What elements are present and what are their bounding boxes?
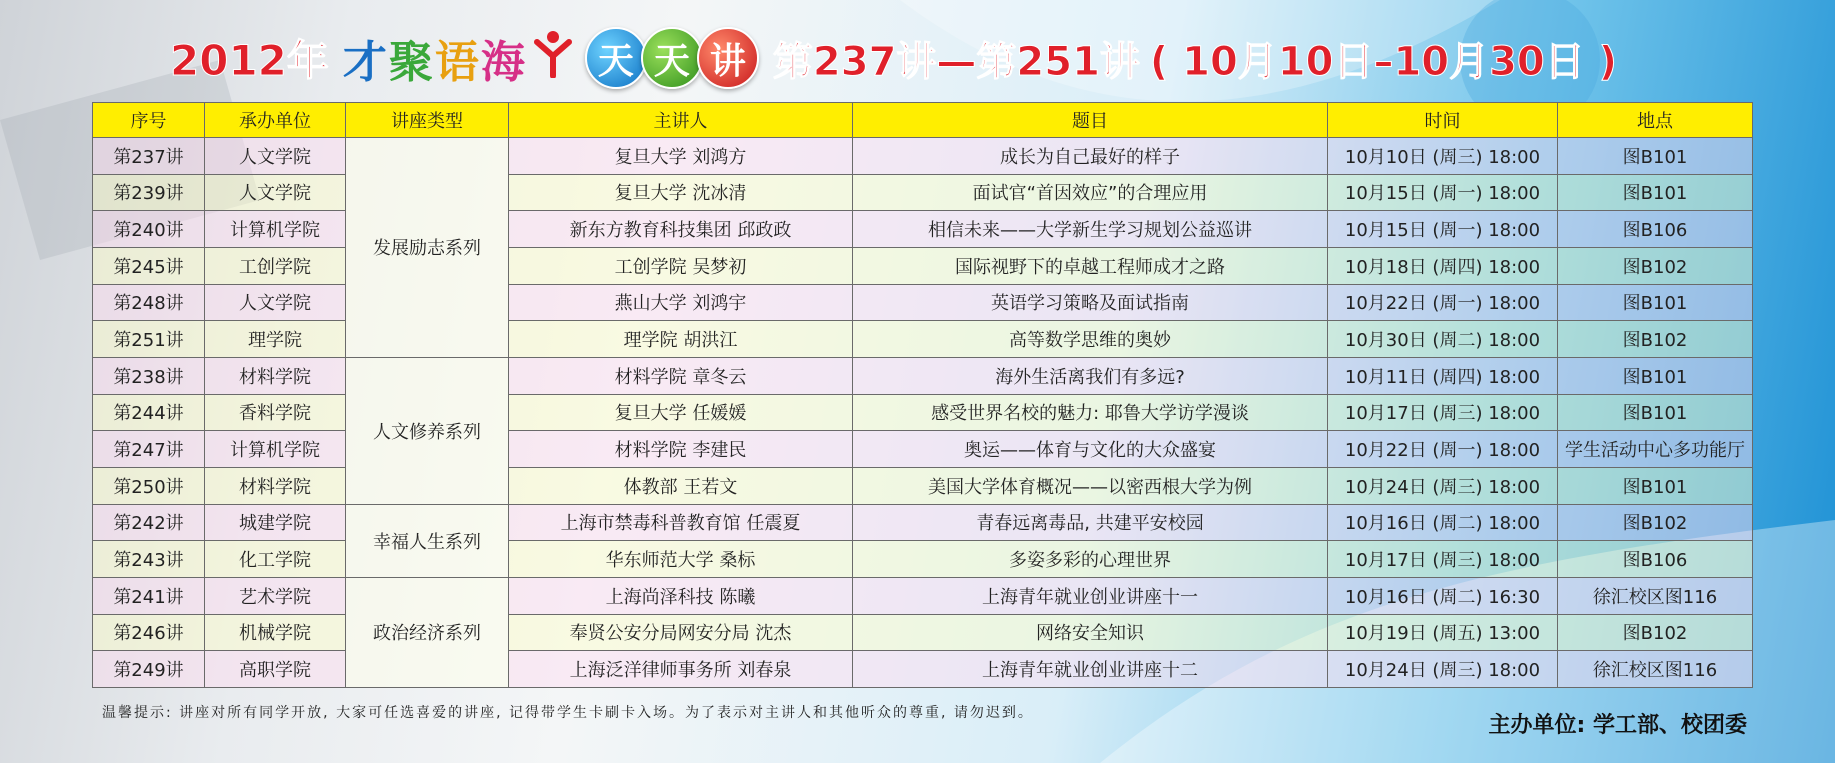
brand-char: 聚 (388, 37, 435, 88)
cell-place: 图B102 (1558, 504, 1753, 541)
table-row (93, 614, 1753, 651)
table-row (93, 394, 1753, 431)
header-no: 序号 (93, 103, 205, 138)
cell-place: 图B106 (1558, 211, 1753, 248)
cell-speaker: 上海市禁毒科普教育馆 任震夏 (509, 504, 853, 541)
cell-place: 图B101 (1558, 467, 1753, 504)
cell-speaker: 复旦大学 任媛媛 (509, 394, 853, 431)
cell-speaker: 复旦大学 沈冰清 (509, 174, 853, 211)
cell-unit: 人文学院 (205, 138, 346, 175)
cell-category: 政治经济系列 (346, 577, 509, 687)
cell-category: 发展励志系列 (346, 138, 509, 358)
cell-place: 图B102 (1558, 247, 1753, 284)
table-row (93, 577, 1753, 614)
cell-no: 第239讲 (93, 174, 205, 211)
cell-unit: 机械学院 (205, 614, 346, 651)
table-row (93, 247, 1753, 284)
cell-topic: 面试官“首因效应”的合理应用 (853, 174, 1328, 211)
cell-no: 第248讲 (93, 284, 205, 321)
cell-topic: 多姿多彩的心理世界 (853, 541, 1328, 578)
title-brand (343, 26, 527, 90)
header-place: 地点 (1558, 103, 1753, 138)
brand-char: 语 (434, 37, 481, 88)
badge-jiang: 讲 (697, 27, 759, 89)
cell-no: 第246讲 (93, 614, 205, 651)
cell-time: 10月18日 (周四) 18:00 (1328, 247, 1558, 284)
cell-unit: 艺术学院 (205, 577, 346, 614)
header-unit: 承办单位 (205, 103, 346, 138)
cell-unit: 人文学院 (205, 174, 346, 211)
schedule-table (92, 102, 1753, 688)
cell-topic: 高等数学思维的奥妙 (853, 321, 1328, 358)
cell-place: 图B101 (1558, 394, 1753, 431)
cell-category: 人文修养系列 (346, 357, 509, 504)
cell-speaker: 工创学院 吴梦初 (509, 247, 853, 284)
cell-no: 第241讲 (93, 577, 205, 614)
cell-speaker: 理学院 胡洪江 (509, 321, 853, 358)
cell-time: 10月24日 (周三) 18:00 (1328, 467, 1558, 504)
cell-place: 学生活动中心多功能厅 (1558, 431, 1753, 468)
header-speaker: 主讲人 (509, 103, 853, 138)
cell-no: 第247讲 (93, 431, 205, 468)
cell-time: 10月24日 (周三) 18:00 (1328, 651, 1558, 688)
cell-place: 图B101 (1558, 138, 1753, 175)
cell-speaker: 华东师范大学 桑标 (509, 541, 853, 578)
cell-topic: 感受世界名校的魅力: 耶鲁大学访学漫谈 (853, 394, 1328, 431)
cell-speaker: 奉贤公安分局网安分局 沈杰 (509, 614, 853, 651)
cell-no: 第249讲 (93, 651, 205, 688)
cell-place: 徐汇校区图116 (1558, 651, 1753, 688)
table-row (93, 651, 1753, 688)
cell-unit: 工创学院 (205, 247, 346, 284)
cell-speaker: 上海尚泽科技 陈曦 (509, 577, 853, 614)
cell-place: 图B102 (1558, 614, 1753, 651)
cell-topic: 上海青年就业创业讲座十一 (853, 577, 1328, 614)
cell-no: 第250讲 (93, 467, 205, 504)
page-title (170, 18, 1617, 98)
stick-figure-icon (533, 28, 573, 89)
cell-topic: 海外生活离我们有多远? (853, 357, 1328, 394)
title-year: 2012年 (170, 36, 329, 85)
cell-unit: 化工学院 (205, 541, 346, 578)
cell-unit: 香料学院 (205, 394, 346, 431)
cell-time: 10月15日 (周一) 18:00 (1328, 211, 1558, 248)
cell-category: 幸福人生系列 (346, 504, 509, 577)
table-row (93, 321, 1753, 358)
cell-time: 10月17日 (周三) 18:00 (1328, 394, 1558, 431)
table-row (93, 467, 1753, 504)
cell-place: 徐汇校区图116 (1558, 577, 1753, 614)
cell-time: 10月30日 (周二) 18:00 (1328, 321, 1558, 358)
cell-place: 图B101 (1558, 357, 1753, 394)
title-dates: ( 10月10日–10月30日 ) (1149, 38, 1617, 85)
cell-time: 10月19日 (周五) 13:00 (1328, 614, 1558, 651)
cell-place: 图B101 (1558, 284, 1753, 321)
badge-tian-1: 天 (585, 27, 647, 89)
cell-unit: 计算机学院 (205, 431, 346, 468)
cell-unit: 人文学院 (205, 284, 346, 321)
cell-speaker: 上海泛洋律师事务所 刘春泉 (509, 651, 853, 688)
cell-unit: 高职学院 (205, 651, 346, 688)
cell-place: 图B101 (1558, 174, 1753, 211)
cell-time: 10月11日 (周四) 18:00 (1328, 357, 1558, 394)
cell-time: 10月17日 (周三) 18:00 (1328, 541, 1558, 578)
cell-topic: 相信未来——大学新生学习规划公益巡讲 (853, 211, 1328, 248)
header-topic: 题目 (853, 103, 1328, 138)
cell-speaker: 材料学院 章冬云 (509, 357, 853, 394)
cell-topic: 成长为自己最好的样子 (853, 138, 1328, 175)
cell-unit: 计算机学院 (205, 211, 346, 248)
cell-no: 第242讲 (93, 504, 205, 541)
cell-unit: 城建学院 (205, 504, 346, 541)
table-row (93, 284, 1753, 321)
cell-topic: 美国大学体育概况——以密西根大学为例 (853, 467, 1328, 504)
brand-char: 才 (342, 37, 389, 88)
title-range: 第237讲—第251讲 (772, 38, 1140, 85)
cell-speaker: 材料学院 李建民 (509, 431, 853, 468)
cell-topic: 网络安全知识 (853, 614, 1328, 651)
cell-topic: 奥运——体育与文化的大众盛宴 (853, 431, 1328, 468)
cell-no: 第251讲 (93, 321, 205, 358)
cell-no: 第243讲 (93, 541, 205, 578)
cell-place: 图B106 (1558, 541, 1753, 578)
cell-speaker: 燕山大学 刘鸿宇 (509, 284, 853, 321)
cell-place: 图B102 (1558, 321, 1753, 358)
reminder-text: 温馨提示: 讲座对所有同学开放, 大家可任选喜爱的讲座, 记得带学生卡刷卡入场。为了表示对主讲人和其他听众的尊重, 请勿迟到。 (102, 705, 1034, 721)
cell-topic: 上海青年就业创业讲座十二 (853, 651, 1328, 688)
cell-unit: 材料学院 (205, 357, 346, 394)
header-time: 时间 (1328, 103, 1558, 138)
cell-no: 第238讲 (93, 357, 205, 394)
cell-time: 10月16日 (周二) 16:30 (1328, 577, 1558, 614)
table-row (93, 174, 1753, 211)
table-row (93, 138, 1753, 175)
cell-topic: 英语学习策略及面试指南 (853, 284, 1328, 321)
cell-time: 10月10日 (周三) 18:00 (1328, 138, 1558, 175)
cell-no: 第245讲 (93, 247, 205, 284)
cell-no: 第240讲 (93, 211, 205, 248)
organizer-text: 主办单位: 学工部、校团委 (1488, 713, 1747, 738)
cell-time: 10月22日 (周一) 18:00 (1328, 284, 1558, 321)
cell-topic: 国际视野下的卓越工程师成才之路 (853, 247, 1328, 284)
cell-speaker: 复旦大学 刘鸿方 (509, 138, 853, 175)
cell-speaker: 新东方教育科技集团 邱政政 (509, 211, 853, 248)
cell-time: 10月22日 (周一) 18:00 (1328, 431, 1558, 468)
table-header-row (93, 103, 1753, 138)
table-row (93, 357, 1753, 394)
cell-unit: 理学院 (205, 321, 346, 358)
cell-time: 10月16日 (周二) 18:00 (1328, 504, 1558, 541)
cell-no: 第244讲 (93, 394, 205, 431)
badge-tian-2: 天 (641, 27, 703, 89)
cell-unit: 材料学院 (205, 467, 346, 504)
cell-speaker: 体教部 王若文 (509, 467, 853, 504)
table-row (93, 211, 1753, 248)
cell-time: 10月15日 (周一) 18:00 (1328, 174, 1558, 211)
header-type: 讲座类型 (346, 103, 509, 138)
table-row (93, 541, 1753, 578)
brand-char: 海 (480, 37, 527, 88)
table-row (93, 504, 1753, 541)
cell-no: 第237讲 (93, 138, 205, 175)
cell-topic: 青春远离毒品, 共建平安校园 (853, 504, 1328, 541)
table-row (93, 431, 1753, 468)
